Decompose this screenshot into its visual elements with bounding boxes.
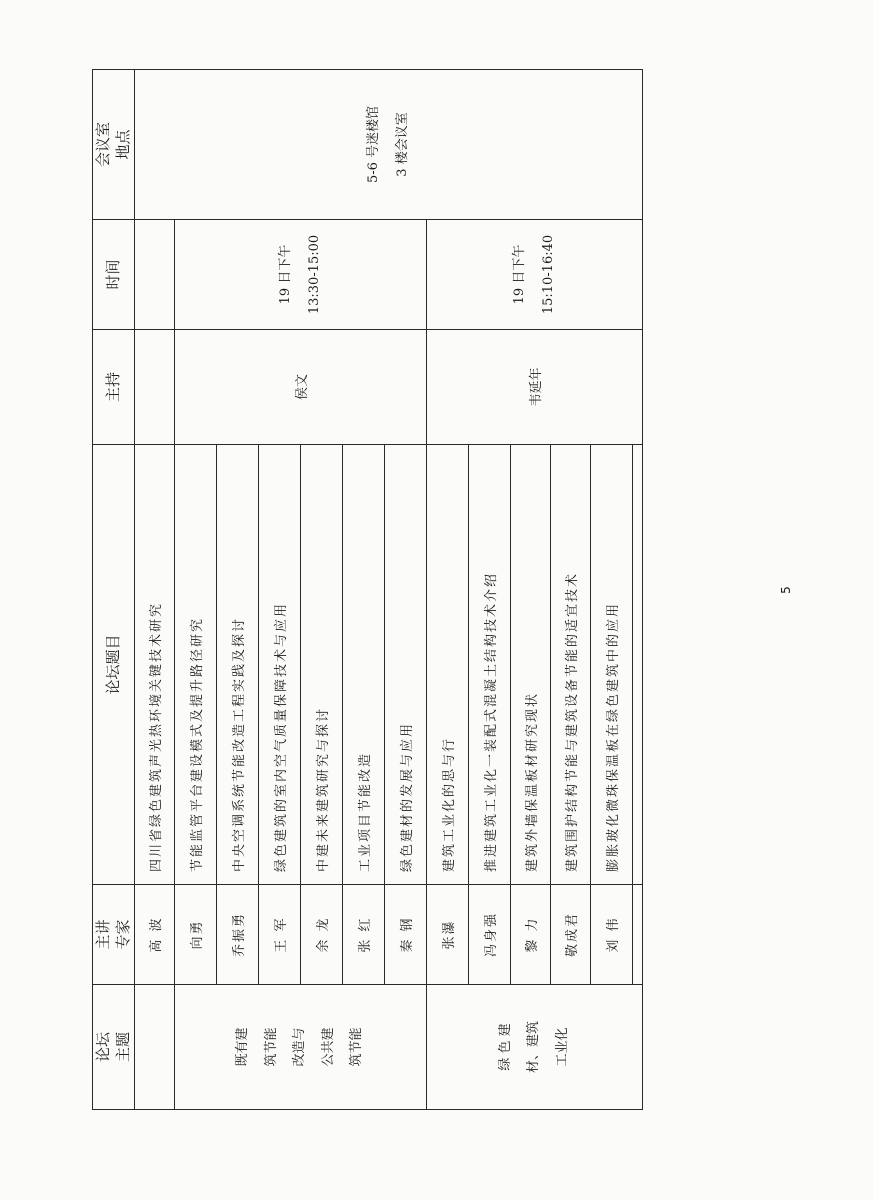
topic-cell: 节能监管平台建设模式及提升路径研究	[175, 445, 217, 885]
theme-cell-group-2: 绿 色 建 材、建筑 工业化	[427, 985, 643, 1110]
host-cell-empty	[135, 330, 175, 445]
topic-cell: 绿色建材的发展与应用	[385, 445, 427, 885]
expert-cell: 余 龙	[301, 885, 343, 985]
header-host: 主持	[93, 330, 135, 445]
venue-cell	[135, 70, 643, 220]
header-topic: 论坛题目	[93, 445, 135, 885]
topic-cell: 建筑外墙保温板材研究现状	[511, 445, 551, 885]
expert-cell: 秦 钢	[385, 885, 427, 985]
topic-cell: 中建未来建筑研究与探讨	[301, 445, 343, 885]
expert-cell: 高 波	[135, 885, 175, 985]
time-cell-empty	[135, 220, 175, 330]
table-row	[135, 70, 175, 1110]
expert-cell: 张瀑	[427, 885, 469, 985]
spacer-cell	[633, 885, 643, 985]
expert-cell: 敬成君	[551, 885, 591, 985]
topic-cell: 四川省绿色建筑声光热环境关键技术研究	[135, 445, 175, 885]
expert-cell: 向勇	[175, 885, 217, 985]
topic-cell: 绿色建筑的室内空气质量保障技术与应用	[259, 445, 301, 885]
expert-cell: 张 红	[343, 885, 385, 985]
forum-schedule-table	[92, 69, 643, 1110]
topic-cell: 工业项目节能改造	[343, 445, 385, 885]
expert-cell: 黎 力	[511, 885, 551, 985]
host-cell-group-2: 韦延年	[427, 330, 643, 445]
time-cell-group-1: 19 日下午 13:30-15:00	[175, 220, 427, 330]
forum-schedule-table-wrapper	[92, 70, 642, 1110]
topic-cell: 建筑工业化的思与行	[427, 445, 469, 885]
theme-cell-group-1: 既有建 筑节能 改造与 公共建 筑节能	[175, 985, 427, 1110]
topic-cell: 推进建筑工业化一装配式混凝土结构技术介绍	[469, 445, 511, 885]
header-expert: 主讲 专家	[93, 885, 135, 985]
time-cell-group-2: 19 日下午 15:10-16:40	[427, 220, 643, 330]
venue-line-1: 5-6 号迷楼馆	[365, 105, 381, 184]
topic-cell: 中央空调系统节能改造工程实践及探讨	[217, 445, 259, 885]
theme-cell-empty	[135, 985, 175, 1110]
header-row	[93, 70, 135, 1110]
page-number: 5	[779, 586, 793, 594]
topic-cell: 膨胀玻化微珠保温板在绿色建筑中的应用	[591, 445, 633, 885]
venue-line-2: 3 楼会议室	[394, 112, 410, 177]
table-row	[175, 70, 217, 1110]
header-venue: 会议室 地点	[93, 70, 135, 220]
header-time: 时间	[93, 220, 135, 330]
header-theme: 论坛 主题	[93, 985, 135, 1110]
expert-cell: 王 军	[259, 885, 301, 985]
topic-cell: 建筑围护结构节能与建筑设备节能的适宜技术	[551, 445, 591, 885]
expert-cell: 乔振勇	[217, 885, 259, 985]
host-cell-group-1: 侯文	[175, 330, 427, 445]
expert-cell: 冯身强	[469, 885, 511, 985]
expert-cell: 刘 伟	[591, 885, 633, 985]
spacer-cell	[633, 445, 643, 885]
table-row	[427, 70, 469, 1110]
